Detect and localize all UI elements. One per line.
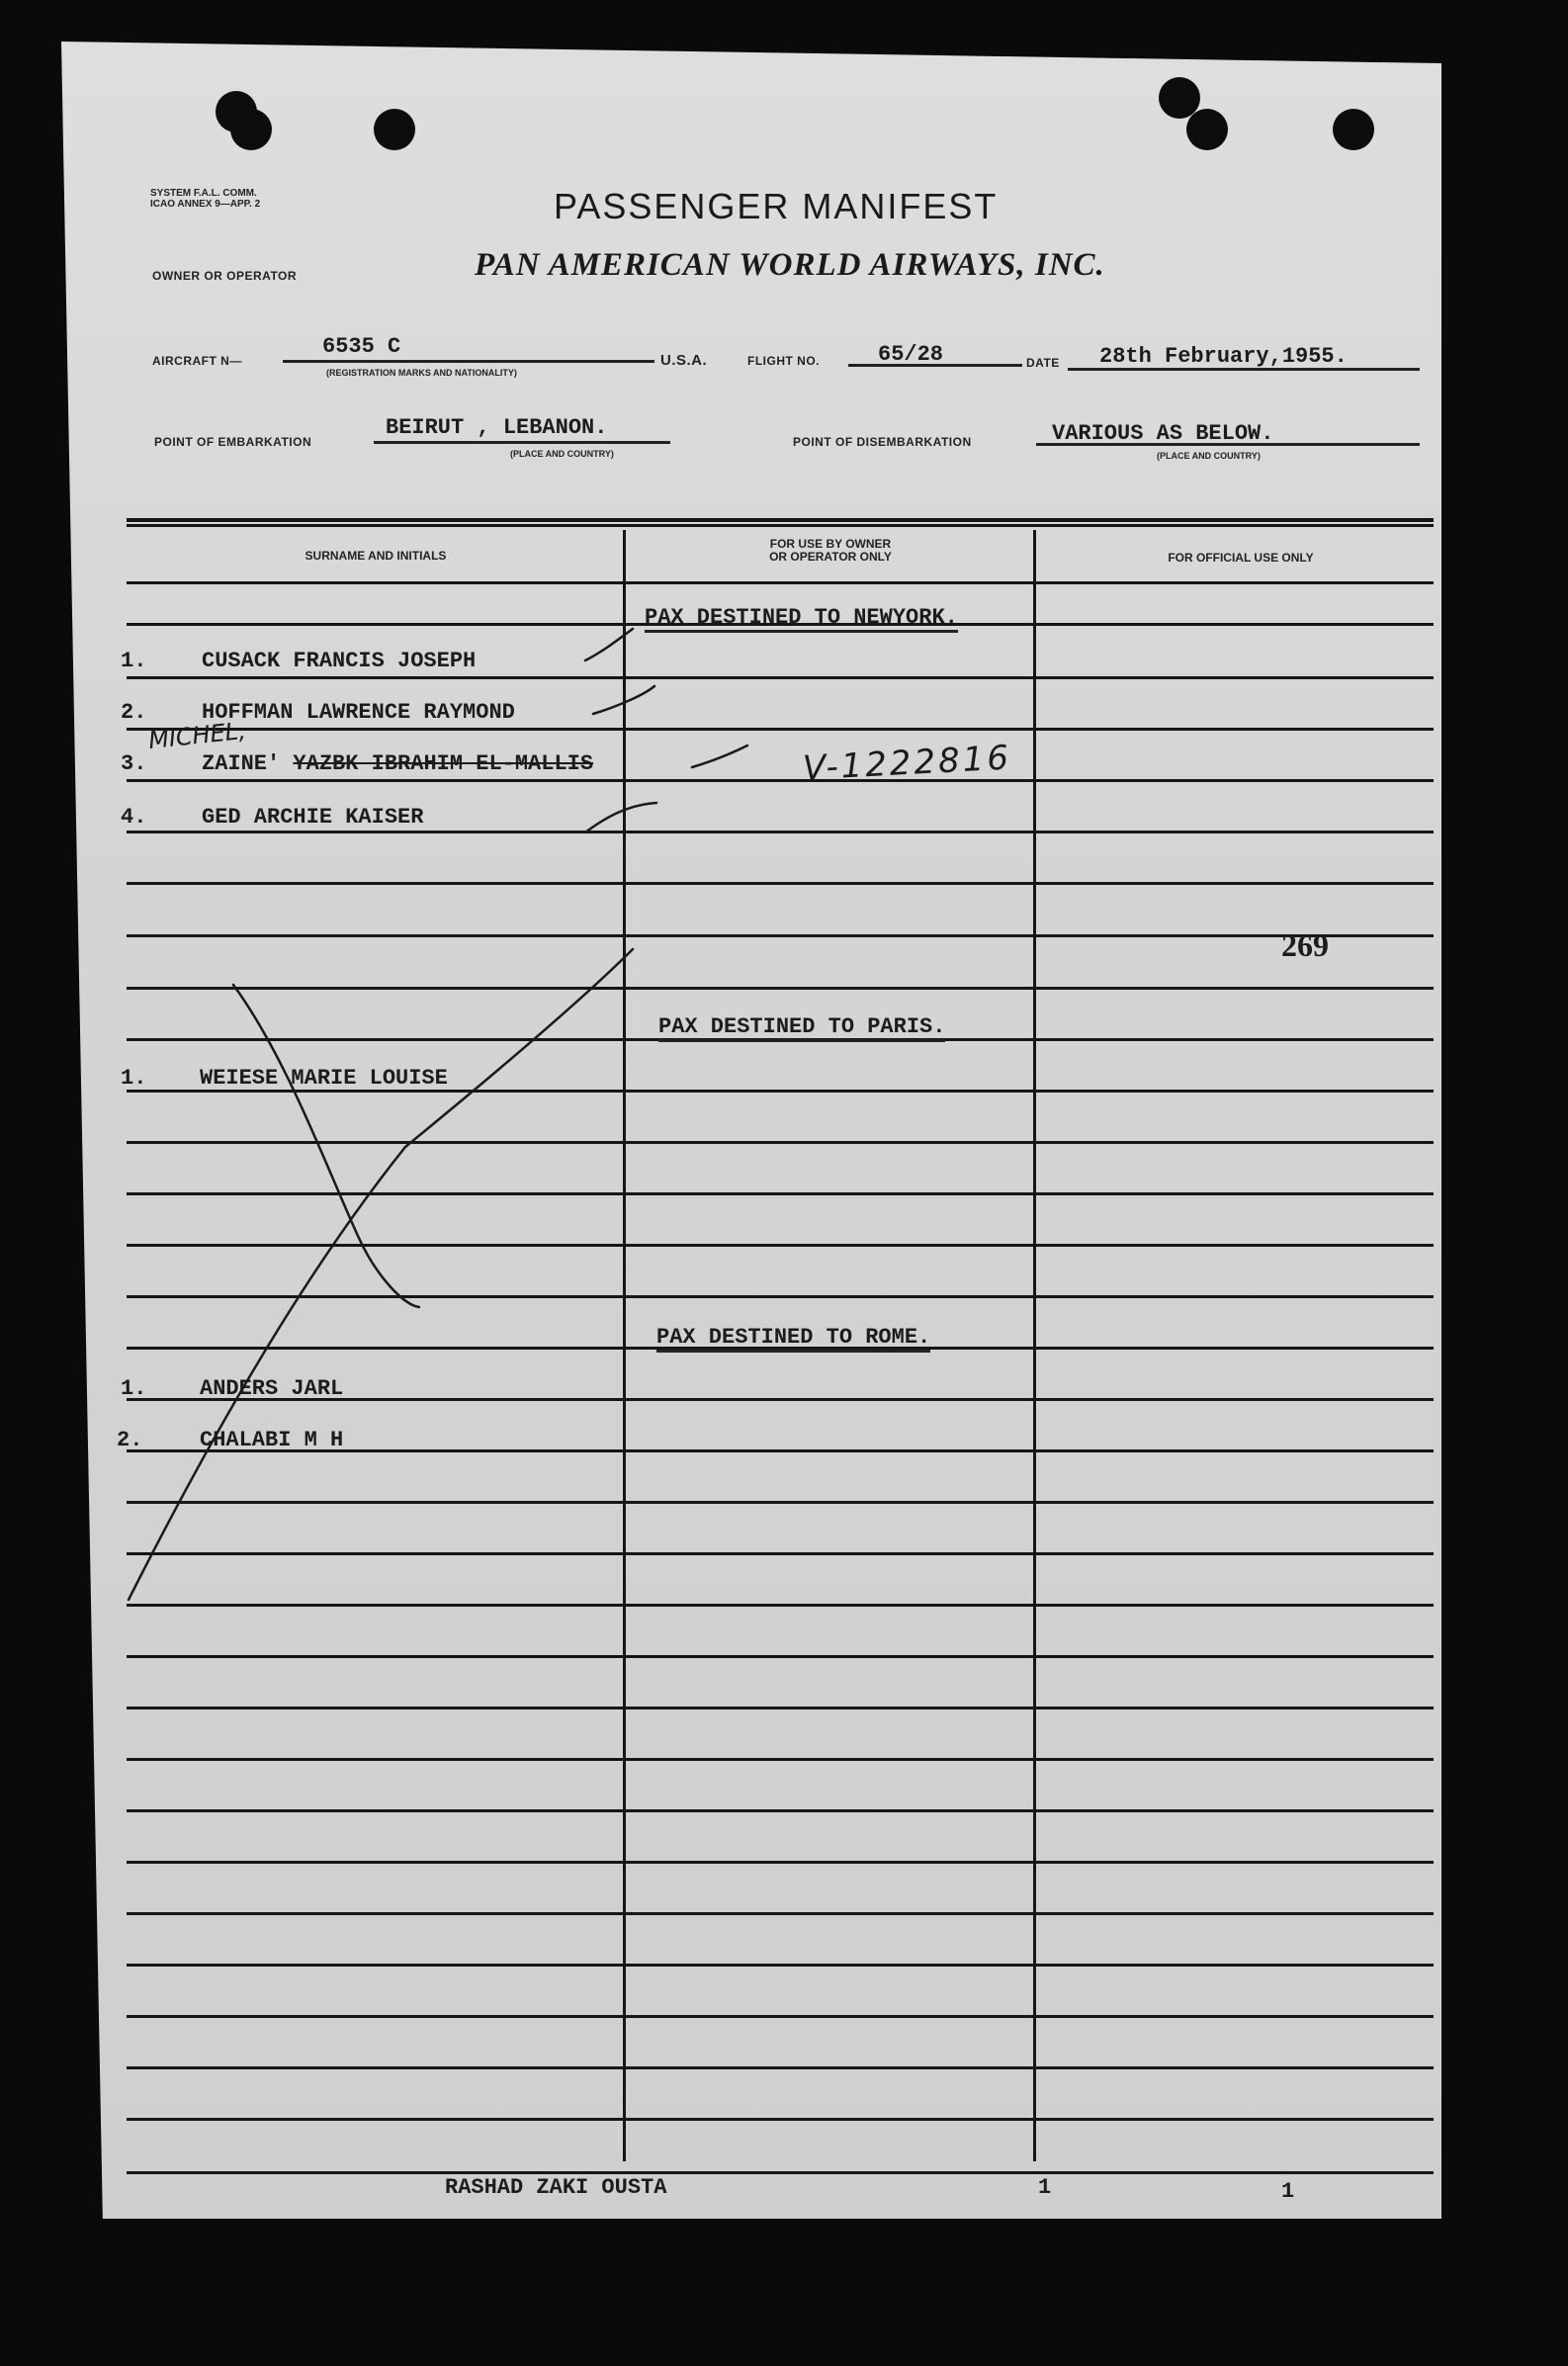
footer-count-b: 1 <box>1281 2179 1295 2204</box>
tick-mark <box>585 629 633 660</box>
column-header-official: FOR OFFICIAL USE ONLY <box>1168 551 1314 565</box>
approval-line-2: ICAO ANNEX 9—APP. 2 <box>150 199 261 210</box>
passenger-name: CHALABI M H <box>200 1428 344 1452</box>
flight-value: 65/28 <box>878 342 944 367</box>
operator-name: PAN AMERICAN WORLD AIRWAYS, INC. <box>475 247 1105 283</box>
disembark-label: POINT OF DISEMBARKATION <box>793 435 972 449</box>
aircraft-label: AIRCRAFT N— <box>152 354 242 368</box>
row-number: 2. <box>121 700 147 725</box>
row-number: 2. <box>117 1428 143 1452</box>
tick-mark <box>692 745 747 767</box>
row-number: 1. <box>121 1066 147 1091</box>
embark-label: POINT OF EMBARKATION <box>154 435 312 449</box>
handwritten-insert: MICHEL, <box>146 716 247 755</box>
row-number: 3. <box>121 751 147 776</box>
page-title: PASSENGER MANIFEST <box>554 186 999 226</box>
group-heading-newyork: PAX DESTINED TO NEWYORK. <box>645 605 958 633</box>
date-value: 28th February,1955. <box>1099 344 1348 369</box>
passenger-name: CUSACK FRANCIS JOSEPH <box>202 649 477 673</box>
group-heading-rome: PAX DESTINED TO ROME. <box>656 1325 930 1353</box>
disembark-sublabel: (PLACE AND COUNTRY) <box>1157 451 1261 461</box>
row-number: 1. <box>121 1376 147 1401</box>
passenger-name: GED ARCHIE KAISER <box>202 805 424 830</box>
owner-label: OWNER OR OPERATOR <box>152 269 298 283</box>
tick-mark <box>593 686 654 714</box>
embark-sublabel: (PLACE AND COUNTRY) <box>510 449 614 459</box>
embark-value: BEIRUT , LEBANON. <box>386 415 608 440</box>
nationality-label: U.S.A. <box>660 352 708 369</box>
registration-sublabel: (REGISTRATION MARKS AND NATIONALITY) <box>326 368 517 378</box>
column-header-surname: SURNAME AND INITIALS <box>305 549 447 563</box>
disembark-value: VARIOUS AS BELOW. <box>1052 421 1274 446</box>
passenger-name: ANDERS JARL <box>200 1376 344 1401</box>
row-number: 1. <box>121 649 147 673</box>
footer-count-a: 1 <box>1038 2175 1052 2200</box>
tick-mark <box>585 803 656 832</box>
cross-out-stroke <box>233 985 419 1307</box>
stamp-number: 269 <box>1281 927 1329 963</box>
passenger-name: WEIESE MARIE LOUISE <box>200 1066 448 1091</box>
group-heading-paris: PAX DESTINED TO PARIS. <box>658 1014 945 1042</box>
passenger-name-kept: ZAINE' <box>202 751 281 776</box>
column-header-owner-use: FOR USE BY OWNER OR OPERATOR ONLY <box>769 537 892 564</box>
approval-line-1: SYSTEM F.A.L. COMM. <box>150 188 257 199</box>
footer-name: RASHAD ZAKI OUSTA <box>445 2175 667 2200</box>
handwritten-number: V-1222816 <box>802 738 1012 789</box>
aircraft-value: 6535 C <box>322 334 401 359</box>
flight-label: FLIGHT NO. <box>747 354 820 368</box>
date-label: DATE <box>1026 356 1060 370</box>
passenger-name: HOFFMAN LAWRENCE RAYMOND <box>202 700 515 725</box>
passenger-name-struck: YAZBK IBRAHIM EL-MALLIS <box>293 751 594 776</box>
row-number: 4. <box>121 805 147 830</box>
